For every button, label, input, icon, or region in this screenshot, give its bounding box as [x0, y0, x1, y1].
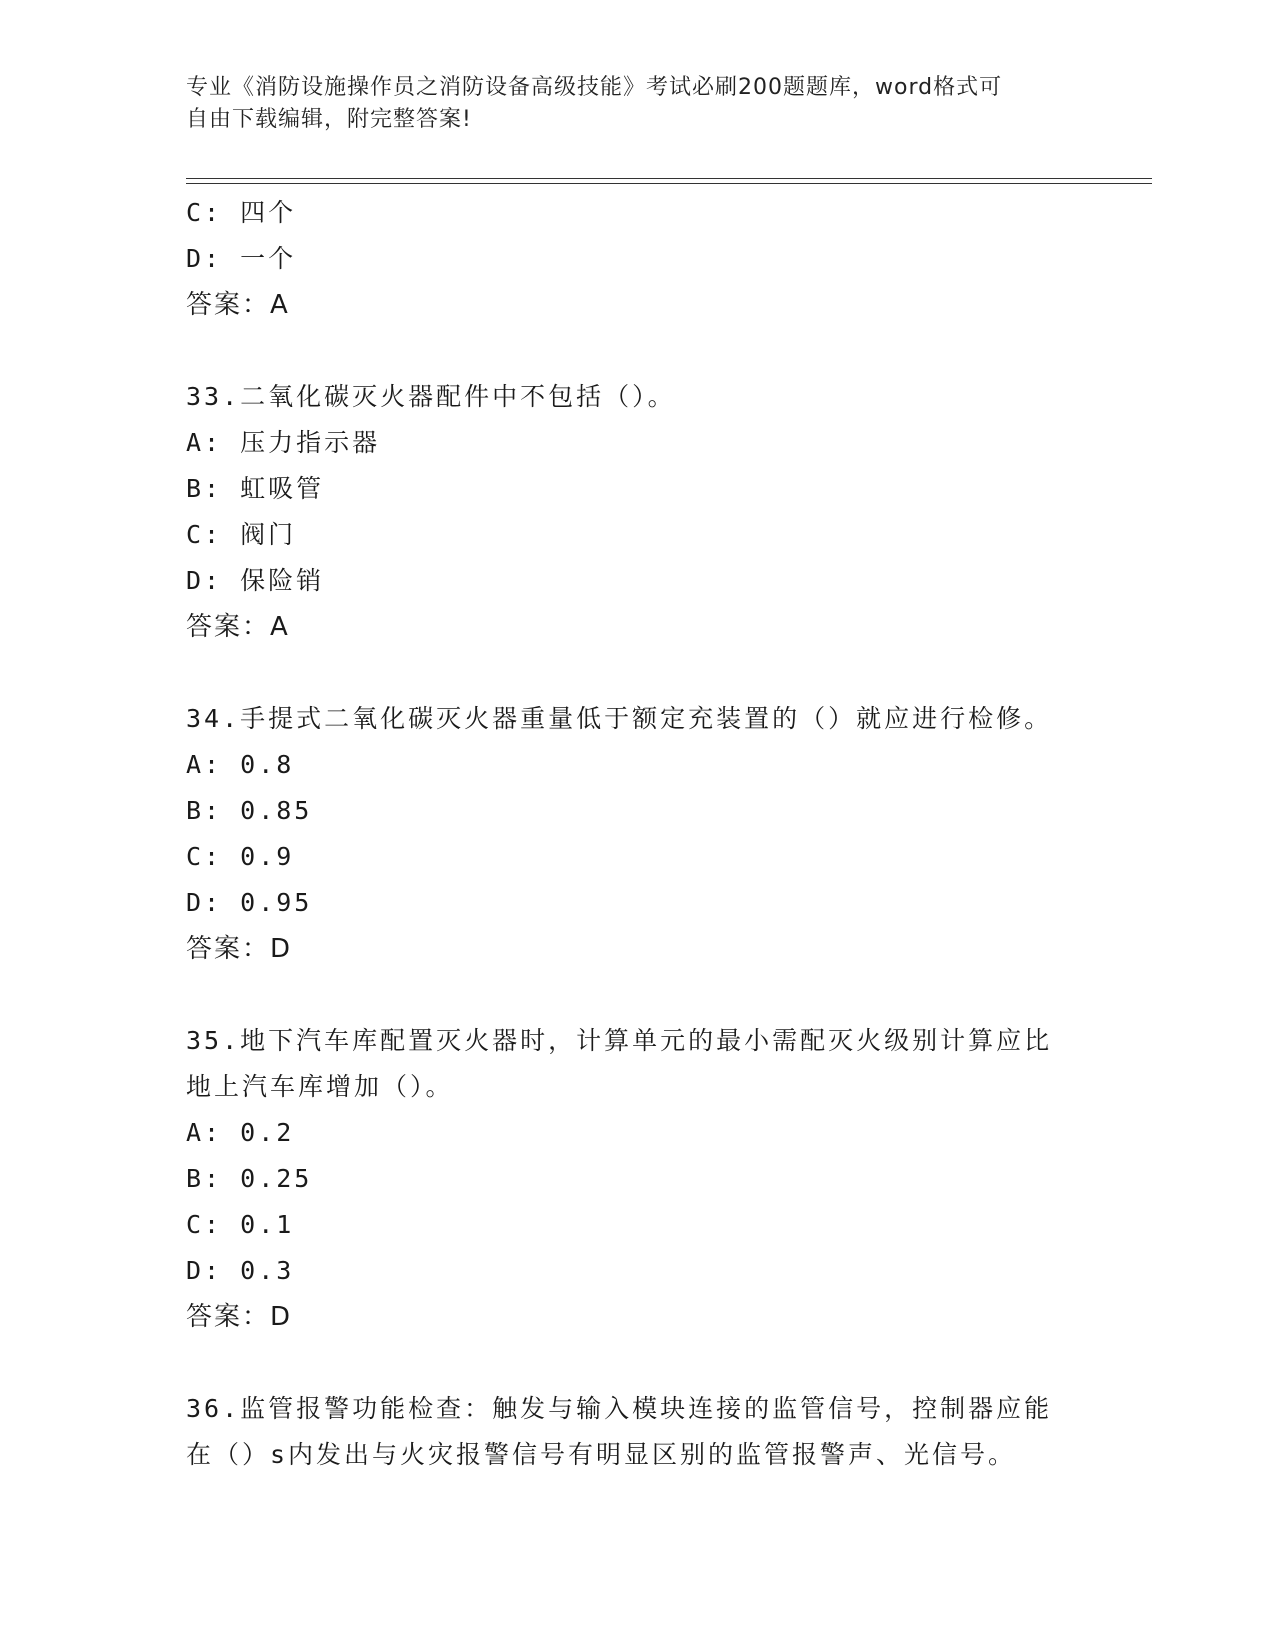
answer-label: 答案：D	[186, 1302, 293, 1332]
question-text: 34.手提式二氧化碳灭火器重量低于额定充装置的（）就应进行检修。	[186, 704, 1053, 733]
option-a: A: 压力指示器	[186, 428, 381, 457]
option-c: C: 四个	[186, 198, 297, 227]
question-text: 33.二氧化碳灭火器配件中不包括（）。	[186, 382, 676, 411]
option-a: A: 0.2	[186, 1118, 295, 1147]
question-text-line-1: 36.监管报警功能检查：触发与输入模块连接的监管信号，控制器应能	[186, 1394, 1053, 1423]
option-a: A: 0.8	[186, 750, 295, 779]
question-text-line-2: 地上汽车库增加（）。	[186, 1072, 454, 1101]
answer-label: 答案：D	[186, 934, 293, 964]
question-34	[186, 696, 1086, 972]
option-c: C: 阀门	[186, 520, 297, 549]
question-35	[186, 1018, 1086, 1340]
option-b: B: 0.25	[186, 1164, 313, 1193]
header-line-1: 专业《消防设施操作员之消防设备高级技能》考试必刷200题题库，word格式可	[186, 75, 1003, 100]
question-list	[186, 190, 1086, 1478]
question-text-line-2: 在（）s内发出与火灾报警信号有明显区别的监管报警声、光信号。	[186, 1440, 1017, 1469]
answer-label: 答案：A	[186, 290, 290, 320]
header-line-2: 自由下载编辑，附完整答案!	[186, 107, 472, 132]
option-b: B: 0.85	[186, 796, 313, 825]
header-divider-bottom	[186, 183, 1152, 184]
question-32-tail	[186, 190, 1086, 328]
option-d: D: 一个	[186, 244, 297, 273]
option-c: C: 0.9	[186, 842, 295, 871]
header-divider-top	[186, 178, 1152, 179]
option-d: D: 0.3	[186, 1256, 295, 1285]
option-d: D: 0.95	[186, 888, 313, 917]
question-33	[186, 374, 1086, 650]
document-header	[186, 72, 1076, 136]
question-text-line-1: 35.地下汽车库配置灭火器时，计算单元的最小需配灭火级别计算应比	[186, 1026, 1053, 1055]
question-36	[186, 1386, 1086, 1478]
answer-label: 答案：A	[186, 612, 290, 642]
option-c: C: 0.1	[186, 1210, 295, 1239]
option-b: B: 虹吸管	[186, 474, 325, 503]
option-d: D: 保险销	[186, 566, 325, 595]
